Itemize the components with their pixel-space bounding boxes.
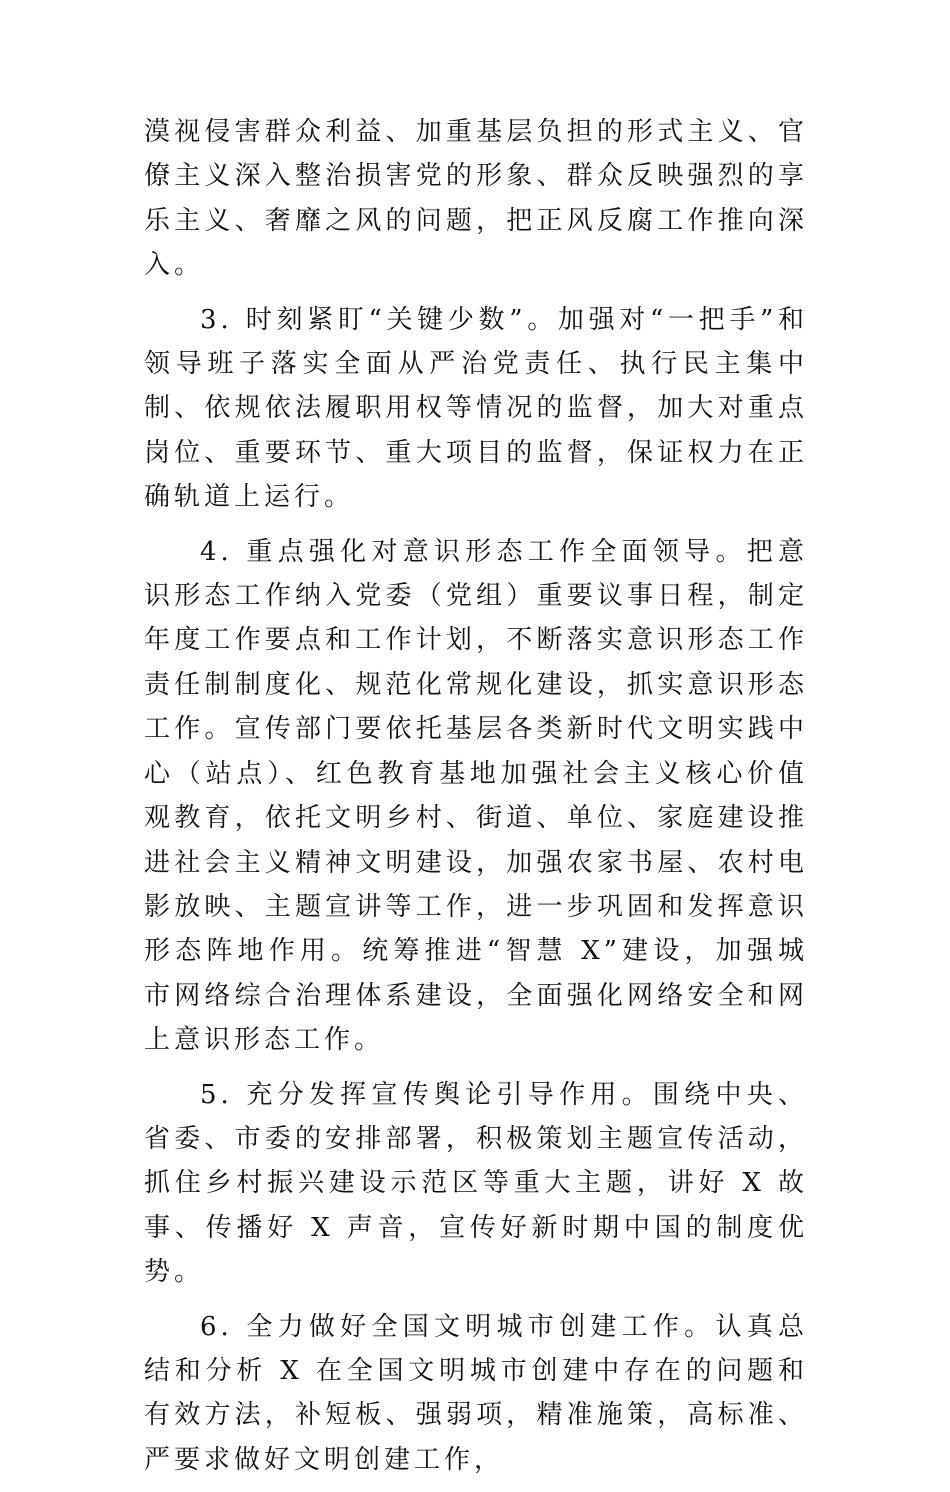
paragraph-item-6: 6. 全力做好全国文明城市创建工作。认真总结和分析 X 在全国文明城市创建中存在的问题和有效方法，补短板、强弱项，精准施策，高标准、严要求做好文明创建工作， [144,1311,808,1475]
paragraph-item-5: 5. 充分发挥宣传舆论引导作用。围绕中央、省委、市委的安排部署，积极策划主题宣传活动，抓住乡村振兴建设示范区等重大主题，讲好 X 故事、传播好 X 声音，宣传好新时期中国的制度优势。 [144,1079,808,1288]
paragraph-item-4: 4. 重点强化对意识形态工作全面领导。把意识形态工作纳入党委（党组）重要议事日程，制定年度工作要点和工作计划，不断落实意识形态工作责任制制度化、规范化常规化建设，抓实意识形态工作。宣传部门要依托基层各类新时代文明实践中心（站点）、红色教育基地加强社会主义核心价值观教育，依托文明乡村、街道、单位、家庭建设推进社会主义精神文明建设，加强农家书屋、农村电影放映、主题宣讲等工作，进一步巩固和发挥意识形态阵地作用。统筹推进“智慧 X”建设，加强城市网络综合治理体系建设，全面强化网络安全和网上意识形态工作。 [144,536,808,1056]
paragraph-item-3: 3. 时刻紧盯“关键少数”。加强对“一把手”和领导班子落实全面从严治党责任、执行民主集中制、依规依法履职用权等情况的监督，加大对重点岗位、重要环节、重大项目的监督，保证权力在正确轨道上运行。 [144,304,808,513]
paragraph-continuation: 漠视侵害群众利益、加重基层负担的形式主义、官僚主义深入整治损害党的形象、群众反映强烈的享乐主义、奢靡之风的问题，把正风反腐工作推向深入。 [144,117,808,281]
document-body [144,110,808,1492]
